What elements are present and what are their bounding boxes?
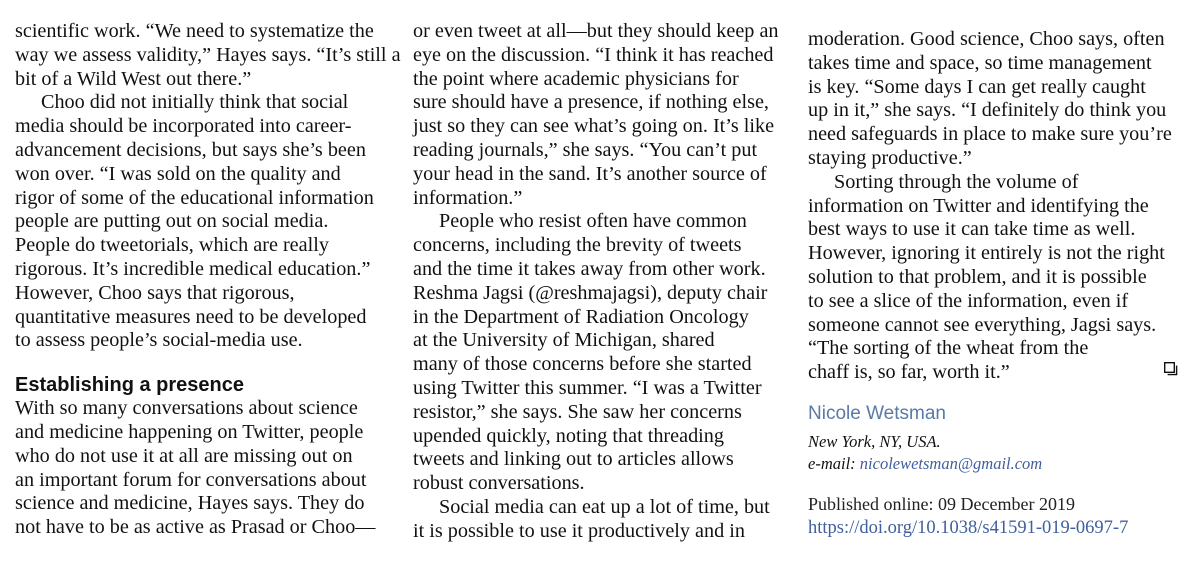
text-line: takes time and space, so time management [808, 51, 1152, 74]
end-of-article-box-icon [1164, 362, 1178, 376]
text-line: resistor,” she says. She saw her concerns [413, 400, 742, 423]
author-affiliation: New York, NY, USA. [808, 432, 941, 451]
text-line: Choo did not initially think that social [41, 91, 349, 114]
column-3 [808, 28, 1188, 385]
text-line: people are putting out on social media. [15, 210, 329, 233]
column-1 [15, 20, 401, 540]
text-line: at the University of Michigan, shared [413, 329, 715, 352]
text-line: sure should have a presence, if nothing else, [413, 91, 769, 114]
doi-link[interactable]: https://doi.org/10.1038/s41591-019-0697-7 [808, 518, 1129, 538]
section-heading: Establishing a presence [15, 374, 244, 397]
text-line: need safeguards in place to make sure you’re [808, 123, 1172, 146]
text-line: an important forum for conversations about [15, 468, 367, 491]
text-line: advancement decisions, but says she’s been [15, 138, 366, 161]
text-line: solution to that problem, and it is possible [808, 265, 1147, 288]
text-line: scientific work. “We need to systematize the [15, 20, 374, 42]
text-line: Sorting through the volume of [834, 170, 1079, 193]
author-email-link[interactable]: nicolewetsman@gmail.com [859, 454, 1043, 473]
text-line: using Twitter this summer. “I was a Twitter [413, 376, 762, 399]
text-line: bit of a Wild West out there.” [15, 67, 252, 90]
text-line: reading journals,” she says. “You can’t put [413, 138, 758, 161]
text-line: many of those concerns before she started [413, 353, 752, 376]
author-email-line [808, 454, 1042, 474]
text-line: People do tweetorials, which are really [15, 234, 329, 257]
text-line: However, Choo says that rigorous, [15, 281, 295, 304]
text-line: staying productive.” [808, 146, 972, 169]
text-line: chaff is, so far, worth it.” [808, 361, 1010, 384]
text-line: to assess people’s social-media use. [15, 329, 303, 352]
text-line: concerns, including the brevity of tweets [413, 234, 742, 257]
text-line: However, ignoring it entirely is not the right [808, 242, 1165, 265]
text-line: best ways to use it can take time as well. [808, 218, 1136, 241]
email-label: e-mail: [808, 454, 856, 473]
text-line: it is possible to use it productively and in [413, 519, 745, 542]
text-line: Social media can eat up a lot of time, but [439, 495, 770, 518]
text-line: quantitative measures need to be developed [15, 305, 367, 328]
author-name: Nicole Wetsman [808, 403, 946, 424]
text-line: won over. “I was sold on the quality and [15, 162, 341, 185]
text-line: upended quickly, noting that threading [413, 424, 724, 447]
text-line: someone cannot see everything, Jagsi says. [808, 313, 1157, 336]
text-line: who do not use it at all are missing out on [15, 444, 353, 467]
text-line: information.” [413, 186, 523, 209]
text-line: is key. “Some days I can get really caught [808, 75, 1146, 98]
text-line: moderation. Good science, Choo says, often [808, 28, 1165, 50]
text-line: tweets and linking out to articles allows [413, 448, 734, 471]
text-line: way we assess validity,” Hayes says. “It’s still a [15, 43, 401, 66]
text-line: to see a slice of the information, even if [808, 289, 1129, 312]
text-line: information on Twitter and identifying the [808, 194, 1149, 217]
text-line: “The sorting of the wheat from the [808, 337, 1089, 360]
text-line: science and medicine, Hayes says. They do [15, 492, 365, 515]
column-2 [413, 20, 793, 544]
text-line: just so they can see what’s going on. It’s like [413, 115, 775, 138]
text-line: up in it,” she says. “I definitely do think you [808, 99, 1167, 122]
text-line: and medicine happening on Twitter, people [15, 420, 364, 443]
text-line: robust conversations. [413, 472, 585, 495]
text-line: your head in the sand. It’s another source of [413, 162, 767, 185]
text-line: in the Department of Radiation Oncology [413, 305, 749, 328]
text-line: the point where academic physicians for [413, 67, 739, 90]
text-line: rigorous. It’s incredible medical education.” [15, 257, 371, 280]
text-line: People who resist often have common [439, 210, 747, 233]
text-line: not have to be as active as Prasad or Choo— [15, 516, 376, 539]
published-date: Published online: 09 December 2019 [808, 494, 1075, 514]
text-line: eye on the discussion. “I think it has reached [413, 43, 774, 66]
text-line: media should be incorporated into career- [15, 115, 352, 138]
text-line: and the time it takes away from other work. [413, 257, 766, 280]
text-line: With so many conversations about science [15, 397, 358, 420]
text-line: rigor of some of the educational information [15, 186, 374, 209]
text-line: Reshma Jagsi (@reshmajagsi), deputy chair [413, 281, 768, 304]
text-line: or even tweet at all—but they should keep an [413, 20, 779, 42]
